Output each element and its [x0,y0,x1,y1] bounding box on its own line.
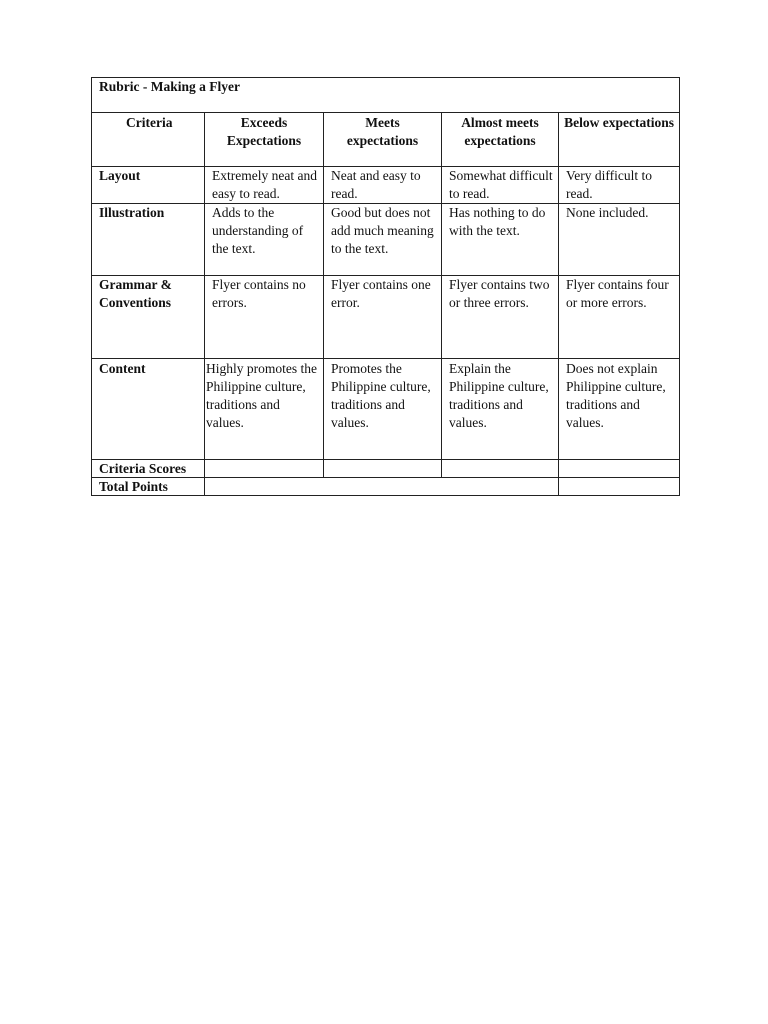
score-cell-meets [324,460,442,478]
cell-content-exceeds: Highly promotes the Philippine culture, traditions and values. [205,359,324,460]
header-meets: Meets expectations [324,113,442,167]
cell-layout-exceeds: Extremely neat and easy to read. [205,167,324,204]
score-cell-exceeds [205,460,324,478]
cell-grammar-exceeds: Flyer contains no errors. [205,276,324,359]
table-row [92,167,680,204]
criteria-scores-row [92,460,680,478]
cell-layout-below: Very difficult to read. [559,167,680,204]
cell-grammar-almost: Flyer contains two or three errors. [442,276,559,359]
cell-layout-almost: Somewhat difficult to read. [442,167,559,204]
score-cell-almost [442,460,559,478]
cell-illustration-exceeds: Adds to the understanding of the text. [205,204,324,276]
cell-illustration-below: None included. [559,204,680,276]
total-points-extra-cell [559,478,680,496]
criterion-layout: Layout [92,167,205,204]
criterion-content: Content [92,359,205,460]
header-below: Below expectations [559,113,680,167]
table-row [92,359,680,460]
total-points-row [92,478,680,496]
rubric-title: Rubric - Making a Flyer [92,78,680,113]
table-row [92,276,680,359]
cell-content-meets: Promotes the Philippine culture, traditions and values. [324,359,442,460]
cell-illustration-meets: Good but does not add much meaning to the text. [324,204,442,276]
total-points-cell [205,478,559,496]
criterion-illustration: Illustration [92,204,205,276]
cell-grammar-meets: Flyer contains one error. [324,276,442,359]
criterion-grammar: Grammar & Conventions [92,276,205,359]
cell-content-almost: Explain the Philippine culture, traditions and values. [442,359,559,460]
header-exceeds: Exceeds Expectations [205,113,324,167]
cell-layout-meets: Neat and easy to read. [324,167,442,204]
table-row [92,204,680,276]
rubric-table [91,77,680,496]
cell-content-below: Does not explain Philippine culture, traditions and values. [559,359,680,460]
header-row [92,113,680,167]
cell-grammar-below: Flyer contains four or more errors. [559,276,680,359]
score-cell-below [559,460,680,478]
title-row [92,78,680,113]
total-points-label: Total Points [92,478,205,496]
cell-illustration-almost: Has nothing to do with the text. [442,204,559,276]
header-criteria: Criteria [92,113,205,167]
criteria-scores-label: Criteria Scores [92,460,205,478]
header-almost: Almost meets expectations [442,113,559,167]
